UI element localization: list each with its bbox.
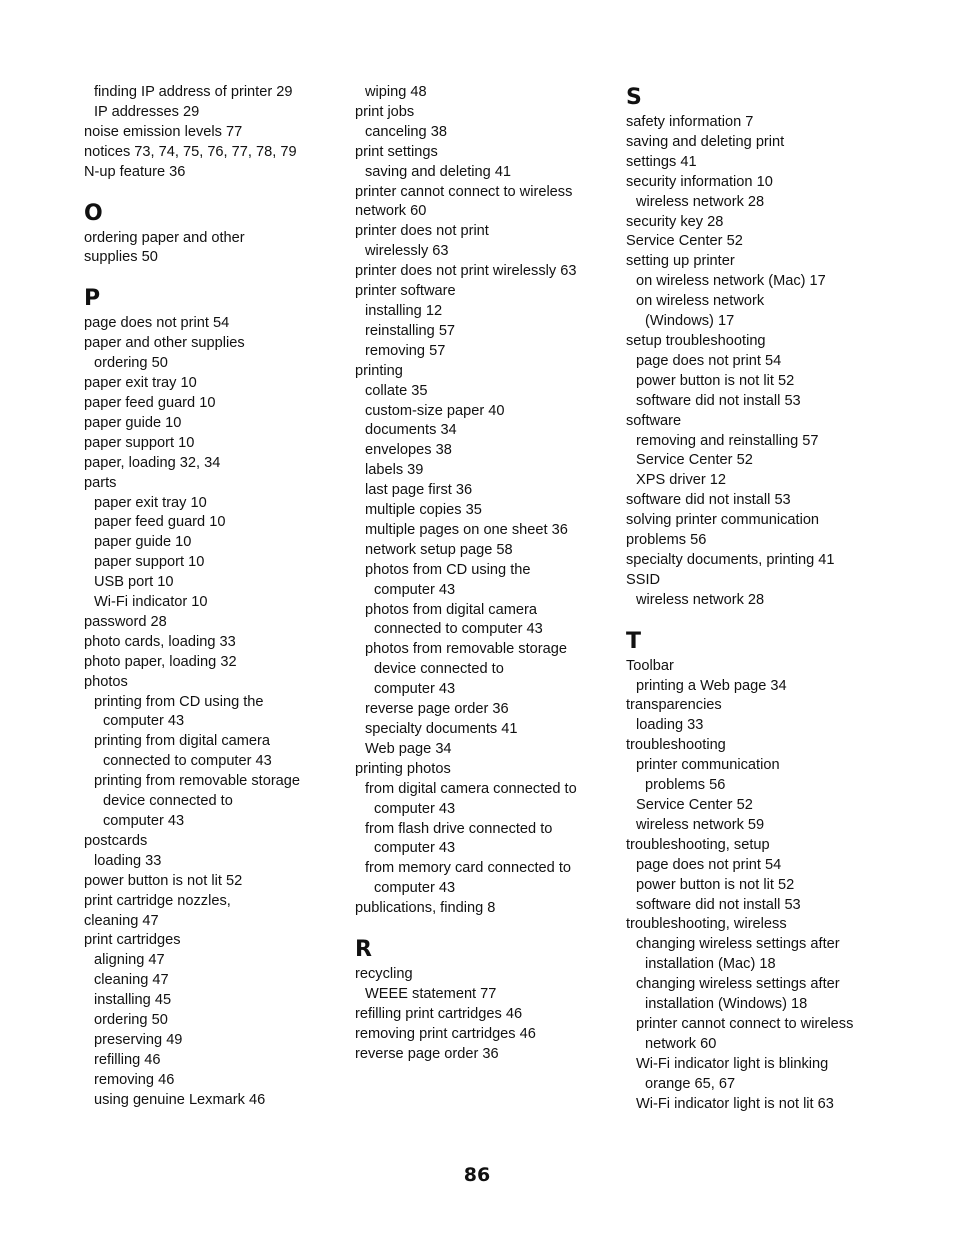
index-subentry: custom-size paper 40 xyxy=(365,402,505,419)
index-subentry: page does not print 54 xyxy=(636,352,782,369)
index-entry: Toolbar xyxy=(626,657,674,674)
index-subentry: power button is not lit 52 xyxy=(636,372,795,389)
index-entry: paper exit tray 10 xyxy=(84,375,197,392)
index-entry: reverse page order 36 xyxy=(355,1045,499,1062)
index-subentry: connected to computer 43 xyxy=(103,753,272,770)
index-entry: network 60 xyxy=(355,203,427,220)
index-subentry: printing from removable storage xyxy=(94,773,301,790)
index-subentry: paper feed guard 10 xyxy=(94,514,226,531)
index-subentry: printer communication xyxy=(636,757,780,774)
index-entry: SSID xyxy=(626,571,661,588)
index-subentry: installation (Mac) 18 xyxy=(645,956,776,973)
index-subentry: last page first 36 xyxy=(365,482,473,499)
index-entry: setup troubleshooting xyxy=(626,332,766,349)
index-subentry: IP addresses 29 xyxy=(94,103,200,120)
index-subentry: preserving 49 xyxy=(94,1031,183,1048)
index-subentry: WEEE statement 77 xyxy=(365,985,497,1002)
index-subentry: removing 57 xyxy=(365,342,446,359)
index-subentry: printing from CD using the xyxy=(94,693,264,710)
index-subentry: network setup page 58 xyxy=(365,541,513,558)
index-entry: paper feed guard 10 xyxy=(84,394,216,411)
index-entry: printer does not print xyxy=(355,223,489,240)
index-entry: print cartridges xyxy=(84,932,181,949)
index-entry: photo paper, loading 32 xyxy=(84,653,237,670)
index-section xyxy=(84,286,346,1110)
index-subentry: XPS driver 12 xyxy=(636,472,727,489)
index-subentry: removing and reinstalling 57 xyxy=(636,432,819,449)
index-subentry: computer 43 xyxy=(374,681,456,698)
index-subentry: (Windows) 17 xyxy=(645,313,735,330)
index-entry: removing print cartridges 46 xyxy=(355,1025,536,1042)
index-entry: saving and deleting print xyxy=(626,133,785,150)
index-subentry: loading 33 xyxy=(94,852,162,869)
index-entry: troubleshooting, wireless xyxy=(626,916,787,933)
index-subentry: Wi-Fi indicator light is blinking xyxy=(636,1055,829,1072)
index-subentry: collate 35 xyxy=(365,382,428,399)
index-entry: cleaning 47 xyxy=(84,912,159,929)
index-subentry: ordering 50 xyxy=(94,1012,168,1029)
index-subentry: computer 43 xyxy=(374,880,456,897)
index-entry: refilling print cartridges 46 xyxy=(355,1005,523,1022)
index-subentry: device connected to xyxy=(374,661,504,678)
index-entry: postcards xyxy=(84,832,148,849)
index-subentry: computer 43 xyxy=(374,581,456,598)
index-subentry: changing wireless settings after xyxy=(636,936,840,953)
index-entry: notices 73, 74, 75, 76, 77, 78, 79 xyxy=(84,143,297,160)
index-entry: publications, finding 8 xyxy=(355,900,496,917)
section-letter-heading: T xyxy=(626,628,642,654)
index-entry: N-up feature 36 xyxy=(84,163,186,180)
index-entry: parts xyxy=(84,474,117,491)
index-entry: software did not install 53 xyxy=(626,492,791,509)
index-subentry: wireless network 59 xyxy=(636,816,765,833)
section-letter-heading: R xyxy=(355,937,372,963)
index-entry: photos xyxy=(84,673,128,690)
index-section xyxy=(626,629,888,1115)
index-section xyxy=(355,83,617,919)
index-subentry: printing from digital camera xyxy=(94,733,271,750)
index-subentry: changing wireless settings after xyxy=(636,976,840,993)
index-subentry: orange 65, 67 xyxy=(645,1075,736,1092)
index-subentry: Service Center 52 xyxy=(636,452,753,469)
index-subentry: paper exit tray 10 xyxy=(94,494,207,511)
index-entry: supplies 50 xyxy=(84,249,158,266)
index-column-1 xyxy=(84,83,346,1111)
index-entry: safety information 7 xyxy=(626,114,754,130)
index-entry: print jobs xyxy=(355,103,415,120)
index-subentry: canceling 38 xyxy=(365,123,447,140)
index-subentry: paper guide 10 xyxy=(94,534,192,551)
index-entry: ordering paper and other xyxy=(84,229,245,246)
index-entry: photo cards, loading 33 xyxy=(84,633,236,650)
index-subentry: using genuine Lexmark 46 xyxy=(94,1091,266,1108)
index-subentry: Service Center 52 xyxy=(636,797,753,813)
index-entry: paper and other supplies xyxy=(84,335,245,352)
index-entry: printer cannot connect to wireless xyxy=(355,183,573,200)
index-subentry: printer cannot connect to wireless xyxy=(636,1015,854,1032)
index-subentry: Web page 34 xyxy=(365,740,452,757)
index-subentry: finding IP address of printer 29 xyxy=(94,84,293,100)
index-subentry: paper support 10 xyxy=(94,554,205,571)
index-subentry: reverse page order 36 xyxy=(365,701,509,718)
index-entry: security key 28 xyxy=(626,213,724,230)
index-entry: setting up printer xyxy=(626,253,735,270)
index-subentry: from memory card connected to xyxy=(365,860,572,877)
index-subentry: removing 46 xyxy=(94,1071,175,1088)
index-subentry: saving and deleting 41 xyxy=(365,163,512,180)
index-subentry: computer 43 xyxy=(374,840,456,857)
index-subentry: device connected to xyxy=(103,793,233,810)
index-column-2 xyxy=(355,83,617,1065)
index-entry: printer software xyxy=(355,283,456,300)
index-subentry: specialty documents 41 xyxy=(365,721,518,737)
index-subentry: from flash drive connected to xyxy=(365,820,553,837)
index-subentry: envelopes 38 xyxy=(365,442,452,459)
index-subentry: installing 45 xyxy=(94,992,172,1009)
index-section xyxy=(355,937,617,1065)
index-subentry: wireless network 28 xyxy=(636,193,765,210)
index-column-3 xyxy=(626,85,888,1115)
index-entry: security information 10 xyxy=(626,173,773,190)
index-subentry: photos from digital camera xyxy=(365,601,537,618)
section-letter-heading: P xyxy=(84,286,101,312)
index-entry: recycling xyxy=(355,966,413,983)
index-entry: page does not print 54 xyxy=(84,315,230,332)
index-subentry: on wireless network (Mac) 17 xyxy=(636,273,826,290)
index-entry: software xyxy=(626,412,682,429)
index-subentry: Wi-Fi indicator 10 xyxy=(94,594,208,611)
index-entry: paper guide 10 xyxy=(84,414,182,431)
index-subentry: installation (Windows) 18 xyxy=(645,996,808,1013)
index-subentry: wirelessly 63 xyxy=(365,243,449,260)
index-entry: printing photos xyxy=(355,760,451,777)
index-entry: troubleshooting, setup xyxy=(626,836,770,853)
section-letter-heading: S xyxy=(626,85,642,110)
index-subentry: computer 43 xyxy=(103,713,185,730)
index-entry: noise emission levels 77 xyxy=(84,123,243,140)
index-subentry: USB port 10 xyxy=(94,574,174,591)
index-subentry: software did not install 53 xyxy=(636,896,801,913)
index-entry: settings 41 xyxy=(626,153,697,170)
index-entry: specialty documents, printing 41 xyxy=(626,551,835,568)
index-subentry: documents 34 xyxy=(365,422,457,439)
index-subentry: software did not install 53 xyxy=(636,392,801,409)
index-subentry: multiple copies 35 xyxy=(365,502,482,519)
index-subentry: refilling 46 xyxy=(94,1051,161,1068)
index-subentry: ordering 50 xyxy=(94,355,168,372)
index-subentry: power button is not lit 52 xyxy=(636,876,795,893)
index-subentry: loading 33 xyxy=(636,717,704,734)
index-subentry: photos from CD using the xyxy=(365,561,531,578)
index-entry: paper support 10 xyxy=(84,434,195,451)
index-entry: password 28 xyxy=(84,613,167,630)
index-section xyxy=(84,83,346,183)
index-entry: power button is not lit 52 xyxy=(84,872,243,889)
index-entry: paper, loading 32, 34 xyxy=(84,454,221,471)
index-entry: transparencies xyxy=(626,697,722,714)
index-subentry: computer 43 xyxy=(103,813,185,829)
index-section xyxy=(626,85,888,611)
index-subentry: wireless network 28 xyxy=(636,591,765,608)
index-subentry: Wi-Fi indicator light is not lit 63 xyxy=(636,1095,834,1112)
index-entry: Service Center 52 xyxy=(626,233,743,250)
index-subentry: from digital camera connected to xyxy=(365,780,577,797)
index-entry: solving printer communication xyxy=(626,512,820,529)
index-entry: printing xyxy=(355,362,403,379)
index-subentry: printing a Web page 34 xyxy=(636,677,787,694)
index-subentry: wiping 48 xyxy=(365,84,427,100)
index-entry: print settings xyxy=(355,143,438,160)
index-section xyxy=(84,201,346,269)
index-entry: print cartridge nozzles, xyxy=(84,892,231,909)
index-subentry: aligning 47 xyxy=(94,952,165,969)
index-subentry: problems 56 xyxy=(645,777,726,794)
index-subentry: on wireless network xyxy=(636,293,765,310)
section-letter-heading: O xyxy=(84,200,103,226)
index-subentry: multiple pages on one sheet 36 xyxy=(365,521,568,538)
page-number: 86 xyxy=(463,1164,491,1186)
index-entry: troubleshooting xyxy=(626,737,726,754)
index-subentry: network 60 xyxy=(645,1035,717,1052)
index-subentry: connected to computer 43 xyxy=(374,621,543,638)
index-entry: printer does not print wirelessly 63 xyxy=(355,263,577,280)
index-subentry: page does not print 54 xyxy=(636,856,782,873)
index-subentry: installing 12 xyxy=(365,302,443,319)
index-subentry: photos from removable storage xyxy=(365,641,567,658)
index-entry: problems 56 xyxy=(626,532,707,549)
index-subentry: cleaning 47 xyxy=(94,972,169,989)
index-subentry: computer 43 xyxy=(374,800,456,817)
index-subentry: labels 39 xyxy=(365,462,424,479)
index-subentry: reinstalling 57 xyxy=(365,322,456,339)
